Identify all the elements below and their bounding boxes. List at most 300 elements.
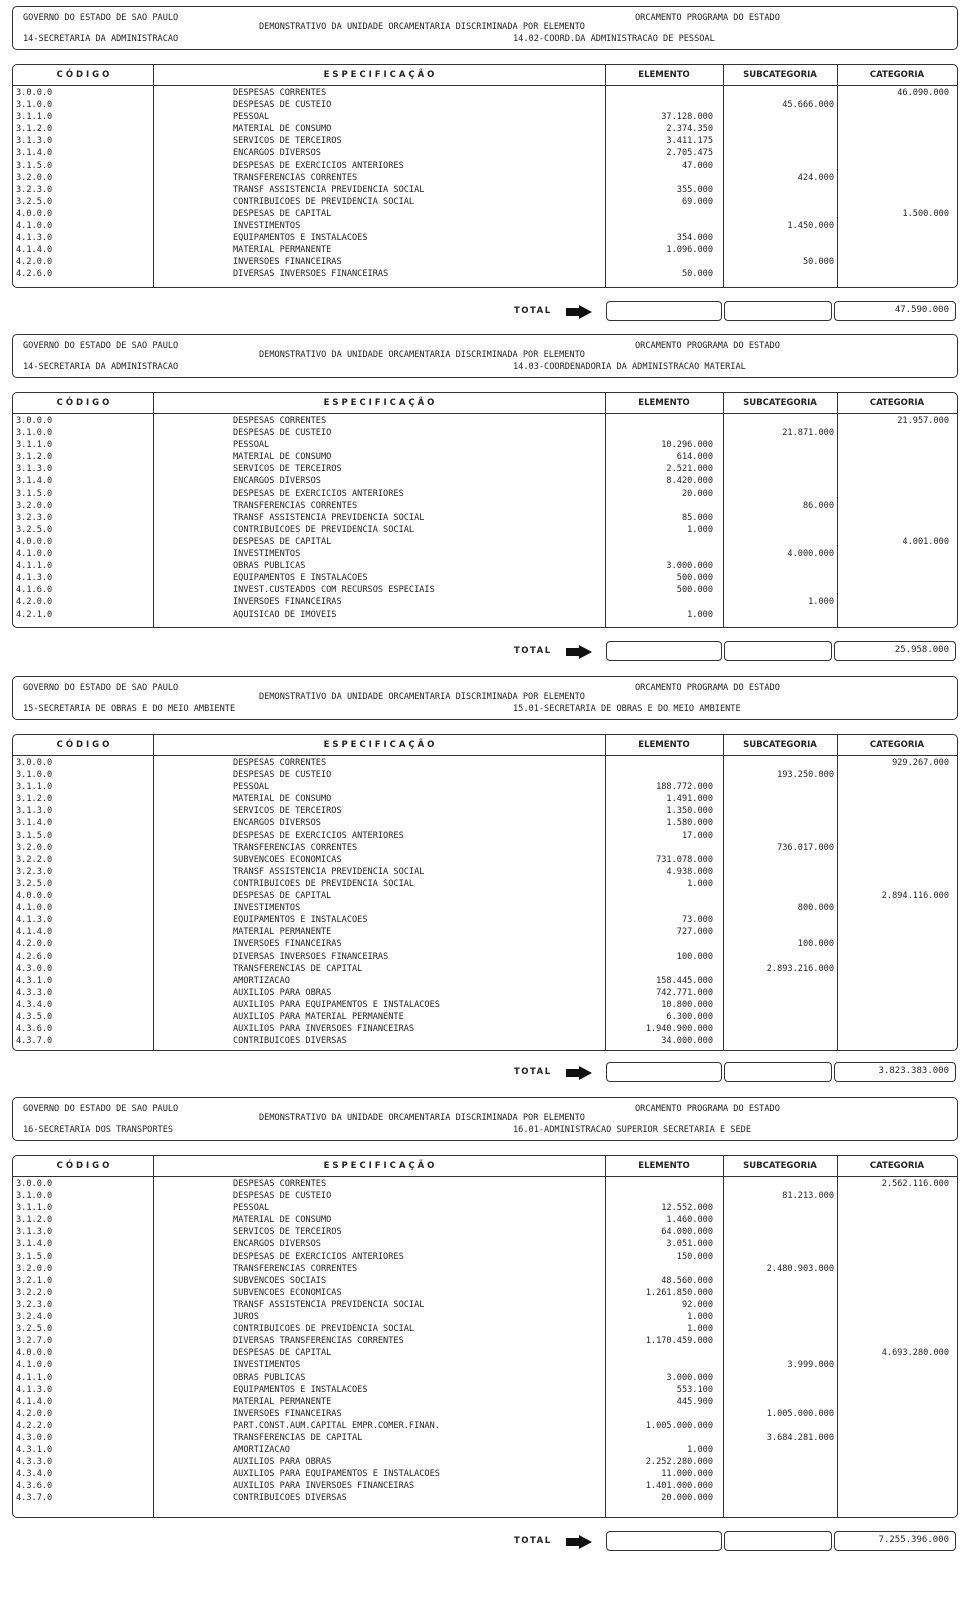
section-header — [12, 6, 958, 50]
elemento-cell: 3.051.000 — [666, 1239, 713, 1250]
especificacao-cell: EQUIPAMENTOS E INSTALACOES — [233, 915, 368, 926]
table-row — [13, 1011, 957, 1023]
codigo-cell: 4.1.3.0 — [16, 573, 53, 584]
elemento-cell: 150.000 — [676, 1251, 713, 1262]
codigo-cell: 4.3.3.0 — [16, 1457, 53, 1468]
codigo-cell: 4.1.3.0 — [16, 915, 53, 926]
especificacao-cell: DESPESAS CORRENTES — [233, 758, 327, 768]
codigo-cell: 3.1.2.0 — [16, 1215, 53, 1226]
subcategoria-cell: 50.000 — [802, 257, 834, 268]
codigo-cell: 4.2.0.0 — [16, 1408, 53, 1419]
unidade-label: 14.03-COORDENADORIA DA ADMINISTRACAO MATERIAL — [513, 362, 746, 372]
especificacao-cell: CONTRIBUICOES DE PREVIDENCIA SOCIAL — [233, 1324, 415, 1335]
especificacao-cell: INVERSOES FINANCEIRAS — [233, 597, 342, 608]
subcategoria-cell: 86.000 — [802, 500, 834, 511]
elemento-cell: 1.000 — [687, 609, 713, 620]
table-rows — [13, 87, 957, 281]
total-elemento-box — [606, 301, 722, 321]
elemento-cell: 188.772.000 — [656, 782, 713, 793]
table-row — [13, 1347, 957, 1359]
arrow-right-icon — [566, 304, 592, 318]
codigo-cell: 3.1.5.0 — [16, 488, 53, 499]
codigo-cell: 4.1.0.0 — [16, 549, 53, 560]
elemento-cell: 742.771.000 — [656, 987, 713, 998]
especificacao-cell: AUXILIOS PARA INVERSOES FINANCEIRAS — [233, 1024, 415, 1035]
especificacao-cell: INVESTIMENTOS — [233, 221, 301, 232]
especificacao-cell: ENCARGOS DIVERSOS — [233, 148, 321, 159]
especificacao-cell: DIVERSAS INVERSOES FINANCEIRAS — [233, 269, 389, 280]
table-row — [13, 769, 957, 781]
elemento-cell: 1.096.000 — [666, 245, 713, 256]
especificacao-cell: DESPESAS DE CAPITAL — [233, 891, 332, 902]
subcategoria-cell: 193.250.000 — [777, 770, 834, 781]
table-row — [13, 1396, 957, 1408]
table-row — [13, 208, 957, 220]
table-row — [13, 220, 957, 232]
table-row — [13, 842, 957, 854]
table-row — [13, 1311, 957, 1323]
header-divider — [13, 1176, 957, 1177]
table-row — [13, 1287, 957, 1299]
table-row — [13, 500, 957, 512]
orcamento-label: ORCAMENTO PROGRAMA DO ESTADO — [635, 341, 780, 351]
table-row — [13, 951, 957, 963]
table-row — [13, 878, 957, 890]
orcamento-label: ORCAMENTO PROGRAMA DO ESTADO — [635, 683, 780, 693]
elemento-cell: 6.300.000 — [666, 1011, 713, 1022]
elemento-cell: 727.000 — [676, 927, 713, 938]
col-header-subcategoria: SUBCATEGORIA — [743, 398, 817, 408]
codigo-cell: 3.1.1.0 — [16, 112, 53, 123]
elemento-cell: 34.000.000 — [661, 1036, 713, 1047]
elemento-cell: 614.000 — [676, 452, 713, 463]
codigo-cell: 3.1.3.0 — [16, 1227, 53, 1238]
especificacao-cell: AUXILIOS PARA MATERIAL PERMANENTE — [233, 1011, 404, 1022]
subcategoria-cell: 2.480.903.000 — [766, 1263, 834, 1274]
codigo-cell: 4.3.0.0 — [16, 963, 53, 974]
codigo-cell: 3.1.5.0 — [16, 830, 53, 841]
codigo-cell: 4.1.4.0 — [16, 1396, 53, 1407]
codigo-cell: 3.1.5.0 — [16, 160, 53, 171]
table-row — [13, 184, 957, 196]
table-row — [13, 415, 957, 427]
table-row — [13, 1251, 957, 1263]
codigo-cell: 3.1.1.0 — [16, 440, 53, 451]
codigo-cell: 3.2.3.0 — [16, 512, 53, 523]
codigo-cell: 4.3.6.0 — [16, 1481, 53, 1492]
col-header-codigo: C Ó D I G O — [56, 398, 110, 408]
codigo-cell: 3.2.7.0 — [16, 1336, 53, 1347]
codigo-cell: 4.1.4.0 — [16, 245, 53, 256]
total-row — [12, 640, 958, 664]
table-row — [13, 926, 957, 938]
categoria-cell: 1.500.000 — [902, 208, 949, 219]
table-row — [13, 135, 957, 147]
arrow-right-icon — [566, 1065, 592, 1079]
especificacao-cell: PART.CONST.AUM.CAPITAL EMPR.COMER.FINAN. — [233, 1420, 440, 1431]
codigo-cell: 3.0.0.0 — [16, 1179, 53, 1189]
governo-label: GOVERNO DO ESTADO DE SAO PAULO — [23, 1104, 179, 1114]
table-row — [13, 560, 957, 572]
especificacao-cell: DESPESAS CORRENTES — [233, 416, 327, 426]
especificacao-cell: DESPESAS DE EXERCICIOS ANTERIORES — [233, 1251, 404, 1262]
subcategoria-cell: 81.213.000 — [782, 1191, 834, 1202]
codigo-cell: 4.2.6.0 — [16, 269, 53, 280]
codigo-cell: 4.2.0.0 — [16, 939, 53, 950]
table-row — [13, 902, 957, 914]
unidade-label: 15.01-SECRETARIA DE OBRAS E DO MEIO AMBIENTE — [513, 704, 741, 714]
especificacao-cell: AUXILIOS PARA INVERSOES FINANCEIRAS — [233, 1481, 415, 1492]
codigo-cell: 3.2.5.0 — [16, 524, 53, 535]
table-row — [13, 1226, 957, 1238]
col-header-subcategoria: SUBCATEGORIA — [743, 70, 817, 80]
col-header-codigo: C Ó D I G O — [56, 740, 110, 750]
especificacao-cell: AQUISICAO DE IMOVEIS — [233, 609, 337, 620]
elemento-cell: 17.000 — [681, 830, 713, 841]
elemento-cell: 37.128.000 — [661, 112, 713, 123]
codigo-cell: 4.3.0.0 — [16, 1432, 53, 1443]
especificacao-cell: AUXILIOS PARA OBRAS — [233, 987, 332, 998]
codigo-cell: 3.1.3.0 — [16, 464, 53, 475]
especificacao-cell: TRANSFERENCIAS CORRENTES — [233, 172, 358, 183]
total-categoria-box: 47.590.000 — [834, 301, 956, 321]
codigo-cell: 3.2.5.0 — [16, 878, 53, 889]
elemento-cell: 1.401.000.000 — [645, 1481, 713, 1492]
total-label: TOTAL — [514, 306, 552, 316]
codigo-cell: 3.1.0.0 — [16, 770, 53, 781]
elemento-cell: 2.252.280.000 — [645, 1457, 713, 1468]
section-header — [12, 676, 958, 720]
codigo-cell: 4.1.0.0 — [16, 1360, 53, 1371]
table-row — [13, 975, 957, 987]
unidade-label: 16.01-ADMINISTRACAO SUPERIOR SECRETARIA E SEDE — [513, 1125, 751, 1135]
elemento-cell: 48.560.000 — [661, 1275, 713, 1286]
table-row — [13, 1492, 957, 1504]
elemento-cell: 1.005.000.000 — [645, 1420, 713, 1431]
elemento-cell: 3.000.000 — [666, 1372, 713, 1383]
col-header-elemento: ELEMENTO — [638, 740, 690, 750]
total-categoria-box: 3.823.383.000 — [834, 1062, 956, 1082]
especificacao-cell: SERVICOS DE TERCEIROS — [233, 806, 342, 817]
table-row — [13, 1299, 957, 1311]
table-row — [13, 914, 957, 926]
codigo-cell: 3.2.0.0 — [16, 842, 53, 853]
especificacao-cell: AUXILIOS PARA OBRAS — [233, 1457, 332, 1468]
table-row — [13, 609, 957, 621]
governo-label: GOVERNO DO ESTADO DE SAO PAULO — [23, 13, 179, 23]
categoria-cell: 2.894.116.000 — [881, 891, 949, 902]
subcategoria-cell: 424.000 — [797, 172, 834, 183]
especificacao-cell: INVERSOES FINANCEIRAS — [233, 257, 342, 268]
especificacao-cell: TRANSF ASSISTENCIA PREVIDENCIA SOCIAL — [233, 184, 425, 195]
table-row — [13, 596, 957, 608]
table-row — [13, 1263, 957, 1275]
subcategoria-cell: 45.666.000 — [782, 100, 834, 111]
codigo-cell: 4.3.7.0 — [16, 1493, 53, 1504]
codigo-cell: 4.2.2.0 — [16, 1420, 53, 1431]
categoria-cell: 46.090.000 — [897, 88, 949, 98]
especificacao-cell: INVESTIMENTOS — [233, 549, 301, 560]
elemento-cell: 1.350.000 — [666, 806, 713, 817]
col-header-codigo: C Ó D I G O — [56, 70, 110, 80]
codigo-cell: 3.2.0.0 — [16, 1263, 53, 1274]
codigo-cell: 3.1.4.0 — [16, 148, 53, 159]
table-row — [13, 1035, 957, 1047]
especificacao-cell: CONTRIBUICOES DE PREVIDENCIA SOCIAL — [233, 196, 415, 207]
codigo-cell: 4.1.0.0 — [16, 903, 53, 914]
codigo-cell: 3.1.0.0 — [16, 428, 53, 439]
elemento-cell: 354.000 — [676, 233, 713, 244]
demonstrativo-label: DEMONSTRATIVO DA UNIDADE ORCAMENTARIA DISCRIMINADA POR ELEMENTO — [259, 692, 585, 702]
especificacao-cell: DESPESAS DE CUSTEIO — [233, 1191, 332, 1202]
especificacao-cell: AUXILIOS PARA EQUIPAMENTOS E INSTALACOES — [233, 999, 440, 1010]
table-row — [13, 999, 957, 1011]
codigo-cell: 3.0.0.0 — [16, 758, 53, 768]
table-row — [13, 817, 957, 829]
especificacao-cell: CONTRIBUICOES DE PREVIDENCIA SOCIAL — [233, 878, 415, 889]
section-header — [12, 334, 958, 378]
codigo-cell: 4.0.0.0 — [16, 536, 53, 547]
codigo-cell: 4.3.4.0 — [16, 1469, 53, 1480]
especificacao-cell: DESPESAS DE EXERCICIOS ANTERIORES — [233, 830, 404, 841]
codigo-cell: 4.2.0.0 — [16, 257, 53, 268]
especificacao-cell: SERVICOS DE TERCEIROS — [233, 1227, 342, 1238]
orcamento-label: ORCAMENTO PROGRAMA DO ESTADO — [635, 1104, 780, 1114]
codigo-cell: 4.1.4.0 — [16, 927, 53, 938]
subcategoria-cell: 100.000 — [797, 939, 834, 950]
table-row — [13, 1275, 957, 1287]
col-header-especificacao: E S P E C I F I C A Ç Ã O — [323, 740, 435, 750]
table-row — [13, 1480, 957, 1492]
especificacao-cell: ENCARGOS DIVERSOS — [233, 818, 321, 829]
col-header-elemento: ELEMENTO — [638, 70, 690, 80]
table-row — [13, 830, 957, 842]
total-categoria-box: 7.255.396.000 — [834, 1531, 956, 1551]
especificacao-cell: ENCARGOS DIVERSOS — [233, 1239, 321, 1250]
table-row — [13, 854, 957, 866]
col-header-elemento: ELEMENTO — [638, 398, 690, 408]
especificacao-cell: AMORTIZACAO — [233, 1445, 290, 1456]
especificacao-cell: INVERSOES FINANCEIRAS — [233, 939, 342, 950]
table-row — [13, 524, 957, 536]
codigo-cell: 4.1.6.0 — [16, 585, 53, 596]
subcategoria-cell: 800.000 — [797, 903, 834, 914]
codigo-cell: 4.3.1.0 — [16, 1445, 53, 1456]
elemento-cell: 10.800.000 — [661, 999, 713, 1010]
secretaria-label: 14-SECRETARIA DA ADMINISTRACAO — [23, 34, 179, 44]
codigo-cell: 4.0.0.0 — [16, 208, 53, 219]
table-row — [13, 1432, 957, 1444]
elemento-cell: 355.000 — [676, 184, 713, 195]
codigo-cell: 3.1.0.0 — [16, 100, 53, 111]
table-row — [13, 1372, 957, 1384]
codigo-cell: 3.2.1.0 — [16, 1275, 53, 1286]
especificacao-cell: CONTRIBUICOES DIVERSAS — [233, 1493, 347, 1504]
especificacao-cell: EQUIPAMENTOS E INSTALACOES — [233, 233, 368, 244]
especificacao-cell: SUBVENCOES ECONOMICAS — [233, 854, 342, 865]
elemento-cell: 47.000 — [681, 160, 713, 171]
table-row — [13, 427, 957, 439]
elemento-cell: 11.000.000 — [661, 1469, 713, 1480]
col-header-especificacao: E S P E C I F I C A Ç Ã O — [323, 398, 435, 408]
elemento-cell: 2.705.475 — [666, 148, 713, 159]
codigo-cell: 3.2.3.0 — [16, 184, 53, 195]
elemento-cell: 1.000 — [687, 878, 713, 889]
especificacao-cell: DESPESAS DE CUSTEIO — [233, 428, 332, 439]
subcategoria-cell: 4.000.000 — [787, 549, 834, 560]
codigo-cell: 3.2.3.0 — [16, 866, 53, 877]
codigo-cell: 3.1.2.0 — [16, 124, 53, 135]
codigo-cell: 3.1.3.0 — [16, 806, 53, 817]
codigo-cell: 3.1.5.0 — [16, 1251, 53, 1262]
categoria-cell: 4.693.280.000 — [881, 1348, 949, 1359]
categoria-cell: 929.267.000 — [892, 758, 949, 768]
codigo-cell: 4.2.1.0 — [16, 609, 53, 620]
especificacao-cell: MATERIAL DE CONSUMO — [233, 1215, 332, 1226]
col-header-categoria: CATEGORIA — [869, 740, 925, 750]
especificacao-cell: MATERIAL PERMANENTE — [233, 1396, 332, 1407]
especificacao-cell: TRANSF ASSISTENCIA PREVIDENCIA SOCIAL — [233, 512, 425, 523]
total-categoria-box: 25.958.000 — [834, 641, 956, 661]
especificacao-cell: DESPESAS DE EXERCICIOS ANTERIORES — [233, 488, 404, 499]
elemento-cell: 2.521.000 — [666, 464, 713, 475]
elemento-cell: 69.000 — [681, 196, 713, 207]
budget-table — [12, 734, 958, 1051]
codigo-cell: 4.1.0.0 — [16, 221, 53, 232]
total-subcategoria-box — [724, 301, 832, 321]
table-row — [13, 536, 957, 548]
codigo-cell: 4.1.1.0 — [16, 1372, 53, 1383]
header-divider — [13, 85, 957, 86]
table-row — [13, 548, 957, 560]
especificacao-cell: DESPESAS DE CAPITAL — [233, 208, 332, 219]
especificacao-cell: PESSOAL — [233, 782, 270, 793]
table-row — [13, 160, 957, 172]
codigo-cell: 4.0.0.0 — [16, 891, 53, 902]
table-row — [13, 1238, 957, 1250]
secretaria-label: 15-SECRETARIA DE OBRAS E DO MEIO AMBIENTE — [23, 704, 236, 714]
table-row — [13, 123, 957, 135]
codigo-cell: 4.3.3.0 — [16, 987, 53, 998]
table-row — [13, 987, 957, 999]
especificacao-cell: EQUIPAMENTOS E INSTALACOES — [233, 1384, 368, 1395]
especificacao-cell: PESSOAL — [233, 112, 270, 123]
table-row — [13, 111, 957, 123]
col-header-codigo: C Ó D I G O — [56, 1161, 110, 1171]
total-subcategoria-box — [724, 641, 832, 661]
elemento-cell: 731.078.000 — [656, 854, 713, 865]
section-header — [12, 1097, 958, 1141]
especificacao-cell: DESPESAS DE CAPITAL — [233, 1348, 332, 1359]
elemento-cell: 500.000 — [676, 573, 713, 584]
especificacao-cell: MATERIAL DE CONSUMO — [233, 124, 332, 135]
orcamento-label: ORCAMENTO PROGRAMA DO ESTADO — [635, 13, 780, 23]
subcategoria-cell: 736.017.000 — [777, 842, 834, 853]
especificacao-cell: JUROS — [233, 1312, 259, 1323]
codigo-cell: 3.0.0.0 — [16, 416, 53, 426]
total-subcategoria-box — [724, 1062, 832, 1082]
table-row — [13, 244, 957, 256]
especificacao-cell: DESPESAS CORRENTES — [233, 1179, 327, 1189]
elemento-cell: 92.000 — [681, 1299, 713, 1310]
secretaria-label: 16-SECRETARIA DOS TRANSPORTES — [23, 1125, 174, 1135]
table-row — [13, 512, 957, 524]
budget-table — [12, 392, 958, 628]
especificacao-cell: TRANSFERENCIAS DE CAPITAL — [233, 963, 363, 974]
table-row — [13, 1456, 957, 1468]
codigo-cell: 4.3.7.0 — [16, 1036, 53, 1047]
col-header-subcategoria: SUBCATEGORIA — [743, 1161, 817, 1171]
total-elemento-box — [606, 641, 722, 661]
especificacao-cell: SERVICOS DE TERCEIROS — [233, 136, 342, 147]
table-row — [13, 1202, 957, 1214]
codigo-cell: 3.1.4.0 — [16, 476, 53, 487]
elemento-cell: 8.420.000 — [666, 476, 713, 487]
especificacao-cell: INVESTIMENTOS — [233, 1360, 301, 1371]
especificacao-cell: DESPESAS DE EXERCICIOS ANTERIORES — [233, 160, 404, 171]
table-row — [13, 232, 957, 244]
col-header-categoria: CATEGORIA — [869, 70, 925, 80]
especificacao-cell: AMORTIZACAO — [233, 975, 290, 986]
codigo-cell: 4.1.3.0 — [16, 233, 53, 244]
budget-table — [12, 1155, 958, 1518]
categoria-cell: 21.957.000 — [897, 416, 949, 426]
table-row — [13, 866, 957, 878]
table-row — [13, 963, 957, 975]
codigo-cell: 4.3.6.0 — [16, 1024, 53, 1035]
categoria-cell: 4.001.000 — [902, 536, 949, 547]
table-row — [13, 1444, 957, 1456]
elemento-cell: 1.580.000 — [666, 818, 713, 829]
especificacao-cell: SUBVENCOES SOCIAIS — [233, 1275, 327, 1286]
especificacao-cell: OBRAS PUBLICAS — [233, 561, 306, 572]
especificacao-cell: INVESTIMENTOS — [233, 903, 301, 914]
table-row — [13, 1384, 957, 1396]
total-row — [12, 1530, 958, 1554]
arrow-right-icon — [566, 1534, 592, 1548]
col-header-categoria: CATEGORIA — [869, 398, 925, 408]
table-row — [13, 1178, 957, 1190]
table-rows — [13, 1178, 957, 1505]
codigo-cell: 3.2.2.0 — [16, 854, 53, 865]
especificacao-cell: DESPESAS DE CUSTEIO — [233, 770, 332, 781]
especificacao-cell: SERVICOS DE TERCEIROS — [233, 464, 342, 475]
codigo-cell: 3.1.1.0 — [16, 1203, 53, 1214]
governo-label: GOVERNO DO ESTADO DE SAO PAULO — [23, 341, 179, 351]
secretaria-label: 14-SECRETARIA DA ADMINISTRACAO — [23, 362, 179, 372]
demonstrativo-label: DEMONSTRATIVO DA UNIDADE ORCAMENTARIA DISCRIMINADA POR ELEMENTO — [259, 22, 585, 32]
elemento-cell: 20.000 — [681, 488, 713, 499]
elemento-cell: 3.000.000 — [666, 561, 713, 572]
total-label: TOTAL — [514, 1067, 552, 1077]
total-elemento-box — [606, 1062, 722, 1082]
especificacao-cell: PESSOAL — [233, 1203, 270, 1214]
table-row — [13, 1420, 957, 1432]
elemento-cell: 20.000.000 — [661, 1493, 713, 1504]
codigo-cell: 4.3.5.0 — [16, 1011, 53, 1022]
elemento-cell: 64.000.000 — [661, 1227, 713, 1238]
table-rows — [13, 415, 957, 621]
codigo-cell: 3.1.3.0 — [16, 136, 53, 147]
total-subcategoria-box — [724, 1531, 832, 1551]
budget-table — [12, 64, 958, 288]
especificacao-cell: EQUIPAMENTOS E INSTALACOES — [233, 573, 368, 584]
especificacao-cell: TRANSF ASSISTENCIA PREVIDENCIA SOCIAL — [233, 866, 425, 877]
codigo-cell: 3.2.5.0 — [16, 1324, 53, 1335]
table-row — [13, 572, 957, 584]
especificacao-cell: MATERIAL PERMANENTE — [233, 245, 332, 256]
arrow-right-icon — [566, 644, 592, 658]
